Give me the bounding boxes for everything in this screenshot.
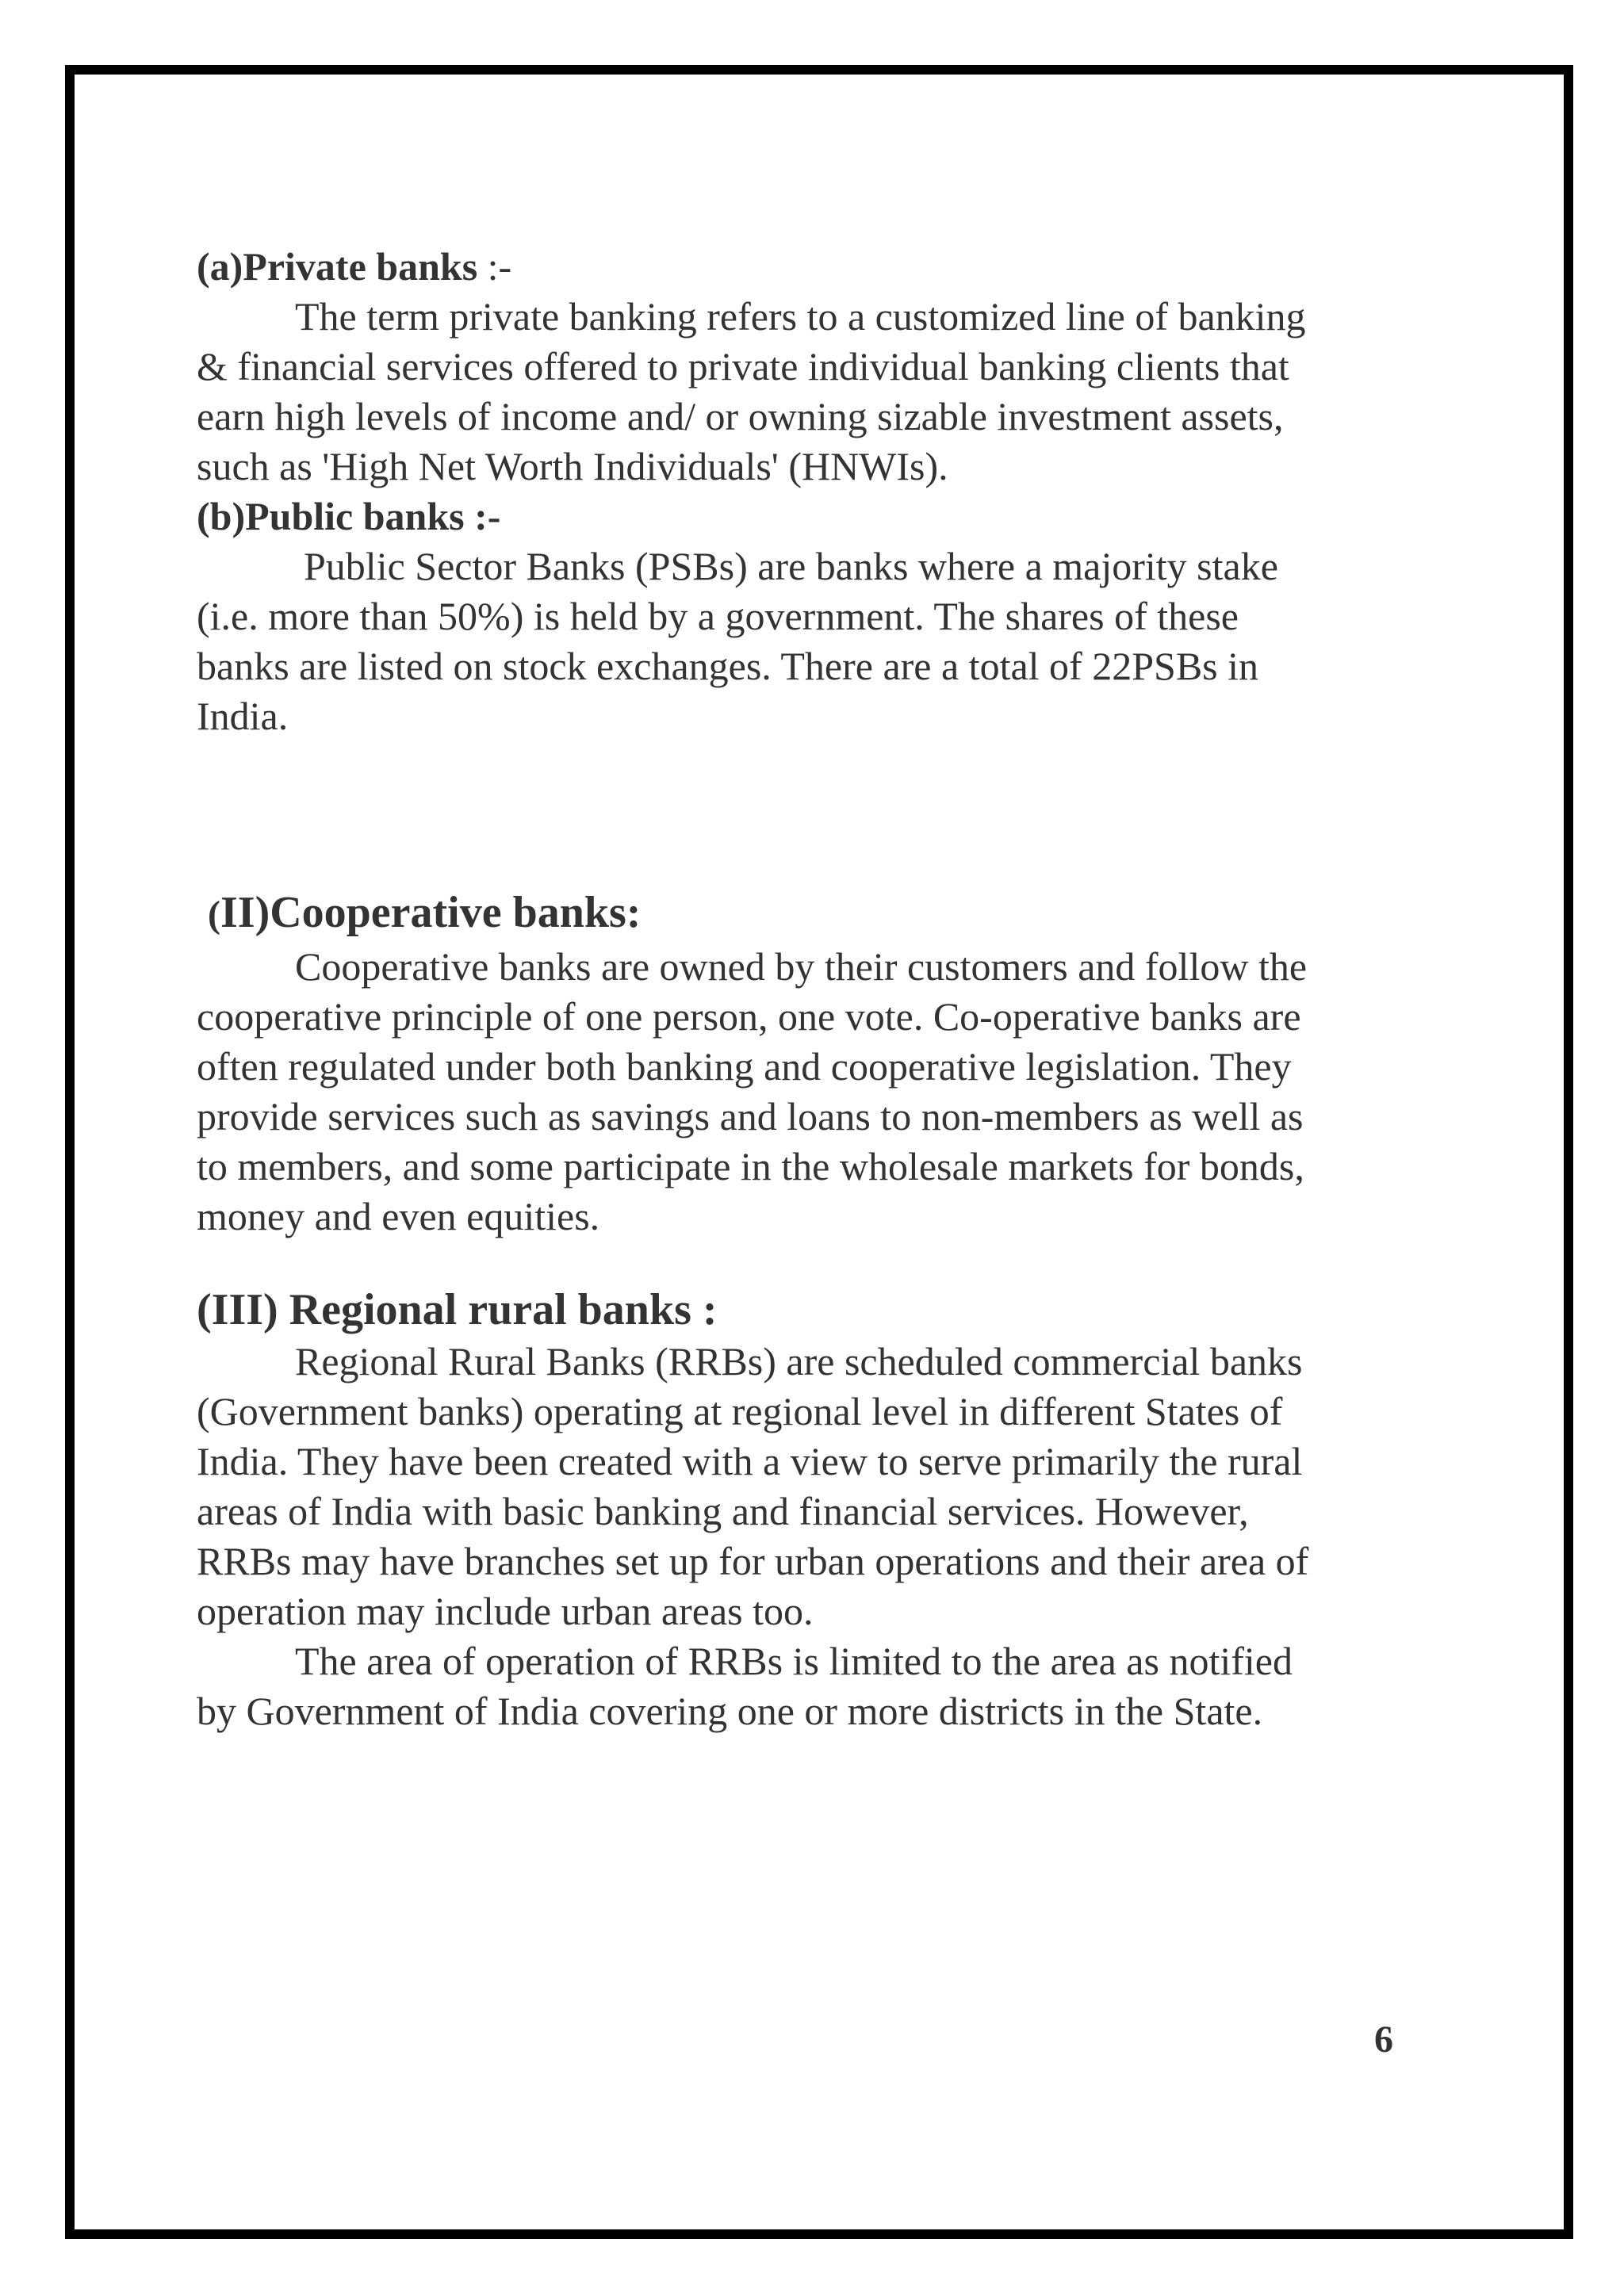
public-banks-heading: (b)Public banks :- bbox=[197, 494, 501, 538]
paragraph-line: operation may include urban areas too. bbox=[197, 1589, 814, 1633]
paragraph-line: & financial services offered to private individual banking clients that bbox=[197, 344, 1289, 388]
cooperative-banks-heading: (II)Cooperative banks: bbox=[208, 888, 642, 937]
paragraph-line: often regulated under both banking and cooperative legislation. They bbox=[197, 1044, 1292, 1089]
page-number: 6 bbox=[1374, 2019, 1393, 2061]
paragraph-line: banks are listed on stock exchanges. There are a total of 22PSBs in bbox=[197, 644, 1259, 688]
paragraph-line: by Government of India covering one or more districts in the State. bbox=[197, 1689, 1263, 1733]
regional-rural-banks-heading: (III) Regional rural banks : bbox=[197, 1285, 718, 1334]
paragraph-line: provide services such as savings and loans to non-members as well as bbox=[197, 1094, 1304, 1138]
section-public-banks bbox=[197, 492, 1434, 741]
document-body bbox=[197, 242, 1434, 1736]
paragraph-line: (Government banks) operating at regional level in different States of bbox=[197, 1389, 1283, 1433]
paragraph-line: areas of India with basic banking and financial services. However, bbox=[197, 1489, 1249, 1533]
section-regional-rural-banks bbox=[197, 1283, 1434, 1736]
spacer bbox=[197, 741, 1434, 886]
paragraph-line: cooperative principle of one person, one vote. Co-operative banks are bbox=[197, 994, 1301, 1039]
spacer bbox=[197, 1242, 1434, 1283]
paragraph-line: (i.e. more than 50%) is held by a government. The shares of these bbox=[197, 594, 1239, 638]
paragraph-line: such as 'High Net Worth Individuals' (HNWIs). bbox=[197, 444, 948, 488]
paragraph-line: to members, and some participate in the wholesale markets for bonds, bbox=[197, 1144, 1304, 1188]
paragraph-line: India. bbox=[197, 694, 289, 738]
paragraph-line: earn high levels of income and/ or owning sizable investment assets, bbox=[197, 394, 1284, 438]
paragraph-line: The term private banking refers to a customized line of banking bbox=[295, 294, 1306, 339]
private-banks-heading: (a)Private banks :- bbox=[197, 244, 512, 289]
paragraph-line: India. They have been created with a view to serve primarily the rural bbox=[197, 1439, 1303, 1483]
paragraph-line: Public Sector Banks (PSBs) are banks where a majority stake bbox=[304, 544, 1278, 588]
paragraph-line: Regional Rural Banks (RRBs) are scheduled commercial banks bbox=[295, 1339, 1303, 1383]
paragraph-line: The area of operation of RRBs is limited to the area as notified bbox=[295, 1639, 1293, 1683]
paragraph-line: RRBs may have branches set up for urban operations and their area of bbox=[197, 1539, 1309, 1583]
paragraph-line: money and even equities. bbox=[197, 1194, 600, 1238]
section-cooperative-banks bbox=[197, 886, 1434, 1242]
paragraph-line: Cooperative banks are owned by their customers and follow the bbox=[295, 944, 1308, 989]
section-private-banks bbox=[197, 242, 1434, 492]
